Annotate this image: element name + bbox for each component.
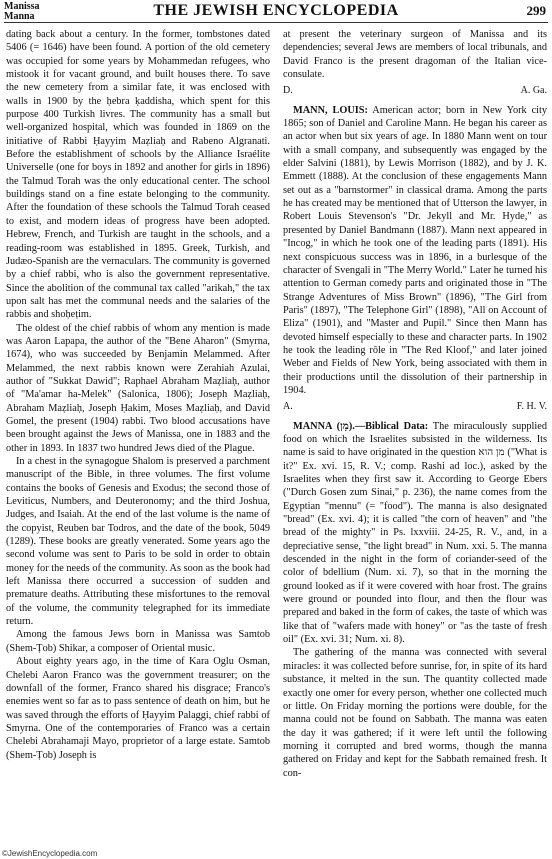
entry-text: The miraculously supplied food on which the Israelites subsisted in the wilderness. Its name is said to have originated in the question מן הוא ("What is it?" Ex. xvi. 15, R. V.; comp. Rashi ad loc.), asked by the Israelites when they first saw it. According to George Ebers ("Durch Gosen zum Sinai," p. 236), the name comes from the Egyptian "mennu" (= "food"). The manna is also designated "bread" (Ex. xvi. 4); it is called "the corn of heaven" and "the bread of the mighty" in Ps. lxxviii. 24-25, R. V., and, in a depreciative sense, "the light bread" in Num. xxi. 5. The manna descended in the night in the form of coriander-seed of the color of bdellium (Num. xi. 7), so that in the morning the ground looked as if it were covered with hoar frost. The grains were ground or pounded into flour, and then the flour was prepared and baked in the form of cakes, the taste of which was like that of "wafers made with honey" or "as the taste of fresh oil" (Ex. xvi. 31; Num. xi. 8). xyxy=(283,420,547,646)
signature-author: F. H. V. xyxy=(516,401,547,413)
entry-text: American actor; born in New York city 1865; son of Daniel and Caroline Mann. He began his career as an actor when but six years of age. In 1880 Mann went on tour with a small company, and subsequently was engaged by the elder Salvini (1881), by Lewis Morrison (1882), and by J. K. Emmett (1888). At the conclusion of these engagements Mann set out as a "barnstormer" in classical drama. Among the parts he has created may be mentioned that of Utterson the lawyer, in Robert Louis Stevenson's "Dr. Jekyll and Mr. Hyde," as presented by Daniel Bandmann (1887). Mann next appeared in "Incog," in which he took one of the leading parts (1891). His next conspicuous success was in 1896, in a burlesque of the character of Svengali in "The Merry World." Later he turned his attention to German comedy parts and originated those in "The Strange Adventures of Miss Brown" (1896), "The Girl from Paris" (1897), "The Telephone Girl" (1898), "All on Account of Eliza" (1901), and "Master and Pupil." Since then Mann has devoted himself especially to these and character parts. In 1902 he took the leading rôle in "The Red Kloof," and later joined Weber and Fields of New York, being associated with them in their productions until the dissolution of their partnership in 1904. xyxy=(283,104,548,396)
paragraph: dating back about a century. In the former, tombstones dated 5406 (= 1646) have been found. A portion of the old cemetery was occupied for some years by Mohammedan refugees, who mistook it for vacant ground, and built houses there. To save the new cemetery from a similar fate, it was enclosed with walls in 1900 by the ḥebra ḳaddisha, which spent for this purpose 400 Turkish livres. The community has a small but well-organized hospital, which was founded in 1869 on the initiative of Rabbi Ḥayyim Maẓliaḥ and Rabeno Algranati. Before the establishment of schools by the Alliance Israélite Universelle (one for boys in 1892 and another for girls in 1896) the Talmud Torah was the only educational center. The school buildings stand on a fine estate belonging to the community. After the foundation of these schools the Talmud Torah ceased to exist, and modern ideas of progress have been adopted. Hebrew, French, and Turkish are taught in the schools, and a reading-room was established in 1895. Greek, Turkish, and Judæo-Spanish are the vernaculars. The community is governed by a chief rabbi, who is also the government representative. Since the abolition of the communal tax called "arikah," the tax upon salt has met the communal needs and the salaries of the rabbis and shoḥeṭim. xyxy=(6,29,270,321)
left-column xyxy=(6,28,270,762)
paragraph: About eighty years ago, in the time of Kara Oglu Osman, Chelebi Aaron Franco was the government treasurer; on the downfall of the former, Franco shared his disgrace; Franco's enemies went so far as to pass sentence of death on him, but he was saved through the efforts of Ḥayyim Palaggi, chief rabbi of Smyrna. One of the contemporaries of Franco was a certain Chelebi Abrahamaji Mayo, proprietor of a large estate. Samtob (Shem-Ṭob) Joseph is xyxy=(6,656,270,761)
paragraph: The gathering of the manna was connected with several miracles: it was collected before sunrise, for, in spite of its hard substance, it melted in the sun. The quantity collected made exactly one omer for every person, whether one collected much or little. On Friday morning the portions were double, for the manna could not be found on Sabbath. The manna was eaten the day it was gathered; if it were left until the following morning it corrupted and bred worms, though the manna gathered on Friday and kept for the Sabbath remained fresh. It con- xyxy=(283,647,547,779)
right-column xyxy=(283,28,547,780)
signature-initial: A. xyxy=(283,401,293,413)
watermark: ©JewishEncyclopedia.com xyxy=(2,849,98,858)
page-title: THE JEWISH ENCYCLOPEDIA xyxy=(153,2,399,19)
paragraph: In a chest in the synagogue Shalom is preserved a parchment manuscript of the Bible, in three volumes. The first volume contains the books of Genesis and Exodus; the second those of Leviticus, Numbers, and Deuteronomy; and the third Joshua, Judges, and Isaiah. At the end of the last volume is the name of the copyist, Reuben bar Todros, and the date of the book, 5049 (1289). These books are greatly venerated. Some years ago the second volume was sent to Paris to be sold in order to obtain money for the needs of the community. As soon as the book had left Manissa there occurred a succession of sudden and premature deaths. Attributing these misfortunes to the removal of the volume, the community telegraphed for its immediate return. xyxy=(6,456,270,628)
running-head-text: Manissa Manna xyxy=(4,1,40,22)
paragraph: The oldest of the chief rabbis of whom any mention is made was Aaron Lapapa, the author of the "Bene Aharon" (Smyrna, 1674), who was succeeded by Benjamin Melammed. After Melammed, the next rabbis known were Zerahiah Azulai, author of "Sukkat Dawid"; Raphael Abraham Maẓliaḥ, author of "Ma'amar ha-Melek" (Salonica, 1806); Joseph Maẓliaḥ, Abraham Maẓliaḥ, Joseph Ḥakim, Moses Maẓliaḥ, and David Gomel, the present (1904) rabbi. Two blood accusations have been brought against the Jews of Manissa, one in 1883 and the other in 1893. In 1837 two hundred Jews died of the Plague. xyxy=(6,322,270,454)
header-rule xyxy=(4,22,548,23)
signature-line xyxy=(283,400,547,413)
signature-initial: D. xyxy=(283,85,293,97)
paragraph: at present the veterinary surgeon of Manissa and its dependencies; several Jews are members of local tribunals, and David Franco is the present dragoman of the Italian vice-consulate. xyxy=(283,29,547,81)
entry-manna xyxy=(283,420,547,647)
signature-line xyxy=(283,84,547,97)
entry-heading: MANN, LOUIS: xyxy=(293,104,368,116)
page-number: 299 xyxy=(526,3,546,18)
paragraph: Among the famous Jews born in Manissa was Samtob (Shem-Ṭob) Shikar, a composer of Oriental music. xyxy=(6,629,270,654)
signature-author: A. Ga. xyxy=(520,85,547,97)
entry-mann xyxy=(283,104,547,398)
entry-heading: MANNA (מָן).—Biblical Data: xyxy=(293,420,429,432)
